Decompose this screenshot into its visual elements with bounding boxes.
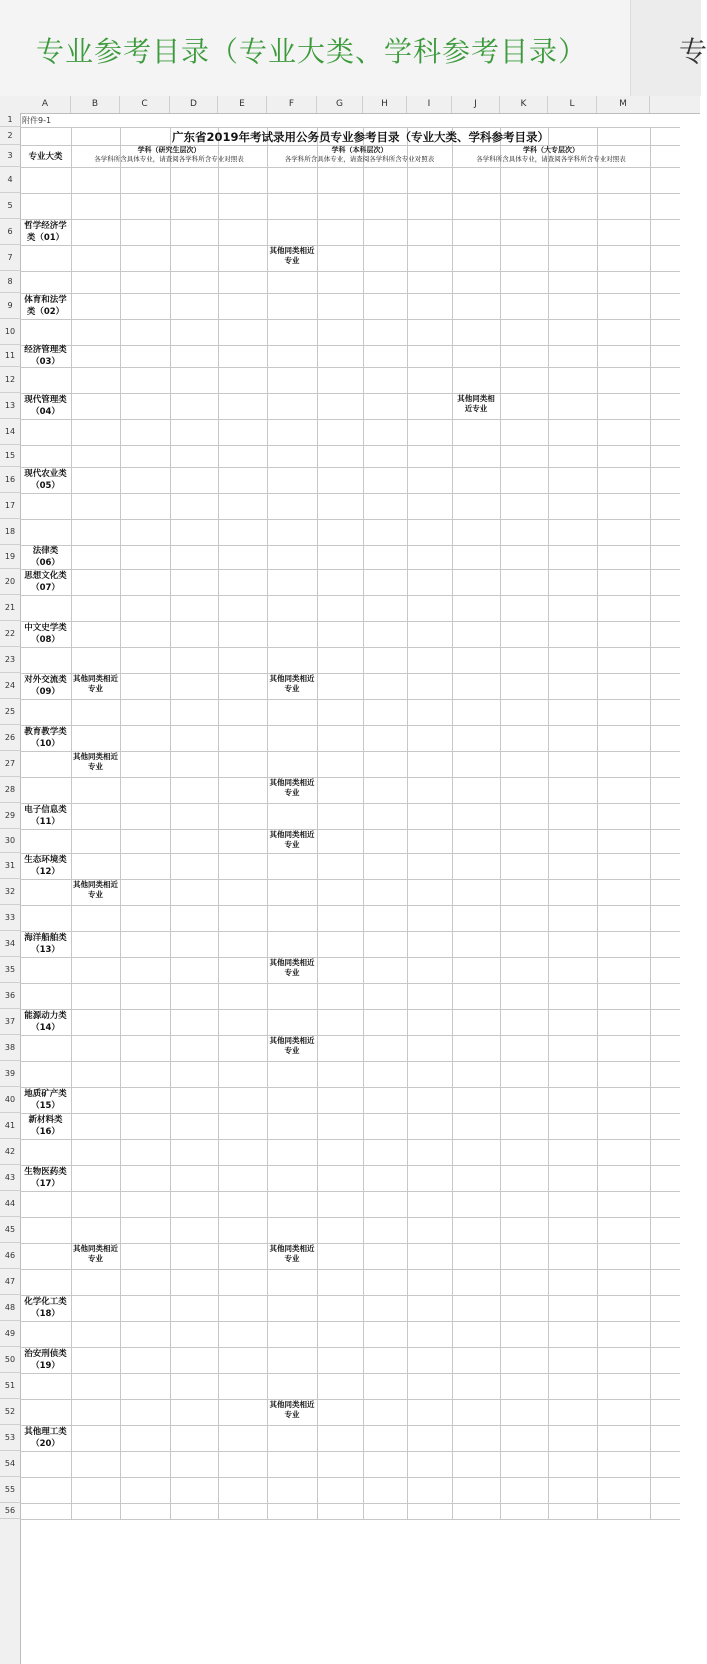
grid-line — [120, 127, 121, 1519]
grid-line — [20, 1503, 680, 1504]
row-header[interactable]: 27 — [0, 751, 20, 777]
row-header[interactable]: 20 — [0, 569, 20, 595]
column-header-f[interactable]: F — [267, 96, 317, 113]
other-similar-majors-cell[interactable]: 其他同类相近专业 — [269, 674, 315, 698]
row-header[interactable]: 30 — [0, 829, 20, 853]
row-header[interactable]: 46 — [0, 1243, 20, 1269]
column-header-l[interactable]: L — [548, 96, 597, 113]
row-header[interactable]: 41 — [0, 1113, 20, 1139]
grid-line — [407, 127, 408, 1519]
other-similar-majors-cell[interactable]: 其他同类相近专业 — [73, 1244, 118, 1268]
grid-line — [20, 1243, 680, 1244]
grid-line — [218, 127, 219, 1519]
category-cell[interactable]: 思想文化类（07） — [24, 571, 67, 593]
category-cell[interactable]: 生态环境类（12） — [24, 855, 67, 877]
column-header-g[interactable]: G — [317, 96, 363, 113]
other-similar-majors-cell[interactable]: 其他同类相近专业 — [73, 674, 118, 698]
column-header-e[interactable]: E — [218, 96, 267, 113]
grid-line — [317, 127, 318, 1519]
row-header[interactable]: 49 — [0, 1321, 20, 1347]
row-header[interactable]: 37 — [0, 1009, 20, 1035]
category-cell[interactable]: 对外交流类（09） — [24, 675, 67, 697]
column-header-j[interactable]: J — [452, 96, 500, 113]
category-cell[interactable]: 法律类（06） — [31, 546, 60, 568]
row-header[interactable]: 17 — [0, 493, 20, 519]
row-header[interactable]: 38 — [0, 1035, 20, 1061]
grid-line — [20, 1295, 680, 1296]
row-header[interactable]: 26 — [0, 725, 20, 751]
grid-line — [20, 621, 680, 622]
grid-line — [20, 983, 680, 984]
category-cell[interactable]: 电子信息类（11） — [24, 805, 67, 827]
row-header[interactable]: 45 — [0, 1217, 20, 1243]
grid-line — [71, 127, 72, 1519]
level-note: 各学科所含具体专业，请查阅各学科所含专业对照表 — [94, 155, 244, 163]
grid-line — [20, 1087, 680, 1088]
grid-line — [20, 1217, 680, 1218]
grid-line — [20, 699, 680, 700]
column-header-b[interactable]: B — [71, 96, 120, 113]
category-cell[interactable]: 哲学经济学类（01） — [24, 221, 67, 243]
row-header[interactable]: 4 — [0, 167, 20, 193]
grid-line — [20, 829, 680, 830]
grid-line — [363, 127, 364, 1519]
grid-line — [650, 127, 651, 1519]
other-similar-majors-cell[interactable]: 其他同类相近专业 — [73, 752, 118, 776]
column-header-m[interactable]: M — [597, 96, 650, 113]
grid-line — [20, 419, 680, 420]
other-similar-majors-cell[interactable]: 其他同类相近专业 — [269, 778, 315, 802]
grid-line — [20, 879, 680, 880]
row-header[interactable]: 11 — [0, 345, 20, 367]
grid-line — [20, 673, 680, 674]
category-cell[interactable]: 生物医药类（17） — [24, 1167, 67, 1189]
row-header[interactable]: 43 — [0, 1165, 20, 1191]
category-cell[interactable]: 海洋船舶类（13） — [24, 933, 67, 955]
grid-line — [20, 271, 680, 272]
grid-line — [20, 367, 680, 368]
column-header-k[interactable]: K — [500, 96, 548, 113]
row-header[interactable]: 44 — [0, 1191, 20, 1217]
next-sheet-tab[interactable]: 专 — [630, 0, 701, 96]
grid-line — [20, 725, 680, 726]
row-header-bar — [0, 113, 21, 1664]
grid-line — [597, 127, 598, 1519]
column-header-i[interactable]: I — [407, 96, 452, 113]
row-header[interactable]: 10 — [0, 319, 20, 345]
grid-line — [20, 493, 680, 494]
row-header[interactable]: 52 — [0, 1399, 20, 1425]
row-header[interactable]: 15 — [0, 445, 20, 467]
grid-line — [20, 1451, 680, 1452]
row-header[interactable]: 36 — [0, 983, 20, 1009]
row-header[interactable]: 24 — [0, 673, 20, 699]
grid-line — [20, 751, 680, 752]
grid-line — [20, 1113, 680, 1114]
row-header[interactable]: 6 — [0, 219, 20, 245]
row-header[interactable]: 32 — [0, 879, 20, 905]
grid-line — [20, 647, 680, 648]
category-cell[interactable]: 其他理工类（20） — [24, 1427, 67, 1449]
grid-line — [20, 777, 680, 778]
level-label: 学科（研究生层次） — [137, 146, 201, 154]
grid-line — [20, 957, 680, 958]
category-cell[interactable]: 体育和法学类（02） — [24, 295, 67, 317]
row-header[interactable]: 53 — [0, 1425, 20, 1451]
row-header[interactable]: 5 — [0, 193, 20, 219]
row-header[interactable]: 16 — [0, 467, 20, 493]
grid-line — [20, 345, 680, 346]
grid-line — [20, 853, 680, 854]
grid-line — [20, 293, 680, 294]
grid-line — [548, 127, 549, 1519]
grid-line — [20, 1373, 680, 1374]
other-similar-majors-cell[interactable]: 其他同类相近专业 — [454, 394, 498, 418]
grid-line — [20, 1321, 680, 1322]
row-header[interactable]: 18 — [0, 519, 20, 545]
grid-line — [20, 393, 680, 394]
column-header-c[interactable]: C — [120, 96, 170, 113]
row-header[interactable]: 42 — [0, 1139, 20, 1165]
row-header[interactable]: 35 — [0, 957, 20, 983]
row-header[interactable]: 28 — [0, 777, 20, 803]
row-header[interactable]: 12 — [0, 367, 20, 393]
spreadsheet[interactable] — [0, 96, 700, 1664]
category-cell[interactable]: 治安刑侦类（19） — [24, 1349, 67, 1371]
cell-a1[interactable]: 附件9-1 — [22, 116, 52, 125]
grid-line — [20, 1139, 680, 1140]
row-header[interactable]: 3 — [0, 145, 20, 167]
grid-line — [267, 127, 268, 1519]
row-header[interactable]: 1 — [0, 113, 20, 127]
other-similar-majors-cell[interactable]: 其他同类相近专业 — [269, 1400, 315, 1424]
grid-line — [20, 167, 680, 168]
row-header[interactable]: 34 — [0, 931, 20, 957]
grid-line — [452, 127, 453, 1519]
grid-line — [20, 931, 680, 932]
grid-line — [20, 1519, 680, 1520]
row-header[interactable]: 22 — [0, 621, 20, 647]
grid-line — [20, 445, 680, 446]
category-cell[interactable]: 能源动力类（14） — [24, 1011, 67, 1033]
grid-line — [20, 467, 680, 468]
grid-line — [20, 1009, 680, 1010]
other-similar-majors-cell[interactable]: 其他同类相近专业 — [269, 1036, 315, 1060]
other-similar-majors-cell[interactable]: 其他同类相近专业 — [269, 958, 315, 982]
row-header[interactable]: 9 — [0, 293, 20, 319]
level-note: 各学科所含具体专业，请查阅各学科所含专业对照表 — [284, 155, 435, 163]
row-header[interactable]: 8 — [0, 271, 20, 293]
row-header[interactable]: 21 — [0, 595, 20, 621]
row-header[interactable]: 19 — [0, 545, 20, 569]
grid-line — [20, 319, 680, 320]
other-similar-majors-cell[interactable]: 其他同类相近专业 — [73, 880, 118, 904]
sheet-title-banner: 专业参考目录（专业大类、学科参考目录） — [36, 35, 588, 68]
grid-line — [20, 245, 680, 246]
other-similar-majors-cell[interactable]: 其他同类相近专业 — [269, 246, 315, 270]
row-header[interactable]: 25 — [0, 699, 20, 725]
level-header-bachelor — [269, 146, 450, 166]
grid-line — [20, 1061, 680, 1062]
grid-line — [20, 1269, 680, 1270]
level-label: 学科（大专层次） — [523, 146, 579, 154]
category-column-header: 专业大类 — [28, 152, 63, 162]
column-header-a[interactable]: A — [20, 96, 71, 113]
row-header[interactable]: 33 — [0, 905, 20, 931]
table-title: 广东省2019年考试录用公务员专业参考目录（专业大类、学科参考目录） — [171, 130, 549, 144]
grid-line — [20, 519, 680, 520]
other-similar-majors-cell[interactable]: 其他同类相近专业 — [269, 1244, 315, 1268]
row-header[interactable]: 14 — [0, 419, 20, 445]
grid-line — [20, 193, 680, 194]
grid-line — [20, 219, 680, 220]
category-cell[interactable]: 新材料类（16） — [28, 1115, 63, 1137]
sheet-tab-bar — [0, 0, 707, 96]
row-header[interactable]: 7 — [0, 245, 20, 271]
grid-line — [20, 1425, 680, 1426]
grid-line — [170, 127, 171, 1519]
level-header-graduate — [73, 146, 265, 166]
grid-line — [20, 1477, 680, 1478]
grid-line — [20, 1165, 680, 1166]
grid-line — [20, 803, 680, 804]
category-cell[interactable]: 现代管理类（04） — [24, 395, 67, 417]
level-note: 各学科所含具体专业，请查阅各学科所含专业对照表 — [476, 155, 626, 163]
grid-line — [20, 1035, 680, 1036]
row-header[interactable]: 55 — [0, 1477, 20, 1503]
row-header[interactable]: 40 — [0, 1087, 20, 1113]
grid-line — [500, 127, 501, 1519]
level-header-associate — [454, 146, 648, 166]
column-header-h[interactable]: H — [363, 96, 407, 113]
grid-line — [20, 905, 680, 906]
other-similar-majors-cell[interactable]: 其他同类相近专业 — [269, 830, 315, 852]
category-cell[interactable]: 现代农业类（05） — [24, 469, 67, 491]
row-header[interactable]: 31 — [0, 853, 20, 879]
level-label: 学科（本科层次） — [331, 146, 388, 154]
grid-line — [20, 545, 680, 546]
category-cell[interactable]: 经济管理类（03） — [24, 345, 67, 367]
grid-line — [20, 1399, 680, 1400]
category-cell[interactable]: 教育教学类（10） — [24, 727, 67, 749]
column-header-d[interactable]: D — [170, 96, 218, 113]
category-cell[interactable]: 地质矿产类（15） — [24, 1089, 67, 1111]
row-header[interactable]: 29 — [0, 803, 20, 829]
row-header[interactable]: 48 — [0, 1295, 20, 1321]
grid-line — [20, 1191, 680, 1192]
column-header-bar — [0, 96, 700, 114]
category-cell[interactable]: 中文史学类（08） — [24, 623, 67, 645]
row-header[interactable]: 47 — [0, 1269, 20, 1295]
category-cell[interactable]: 化学化工类（18） — [24, 1297, 67, 1319]
row-header[interactable]: 23 — [0, 647, 20, 673]
row-header[interactable]: 56 — [0, 1503, 20, 1519]
row-header[interactable]: 54 — [0, 1451, 20, 1477]
grid-line — [20, 595, 680, 596]
grid-line — [20, 569, 680, 570]
grid-line — [20, 1347, 680, 1348]
row-header[interactable]: 39 — [0, 1061, 20, 1087]
cell-grid[interactable] — [20, 113, 700, 1664]
row-header[interactable]: 2 — [0, 127, 20, 145]
row-header[interactable]: 13 — [0, 393, 20, 419]
row-header[interactable]: 50 — [0, 1347, 20, 1373]
row-header[interactable]: 51 — [0, 1373, 20, 1399]
